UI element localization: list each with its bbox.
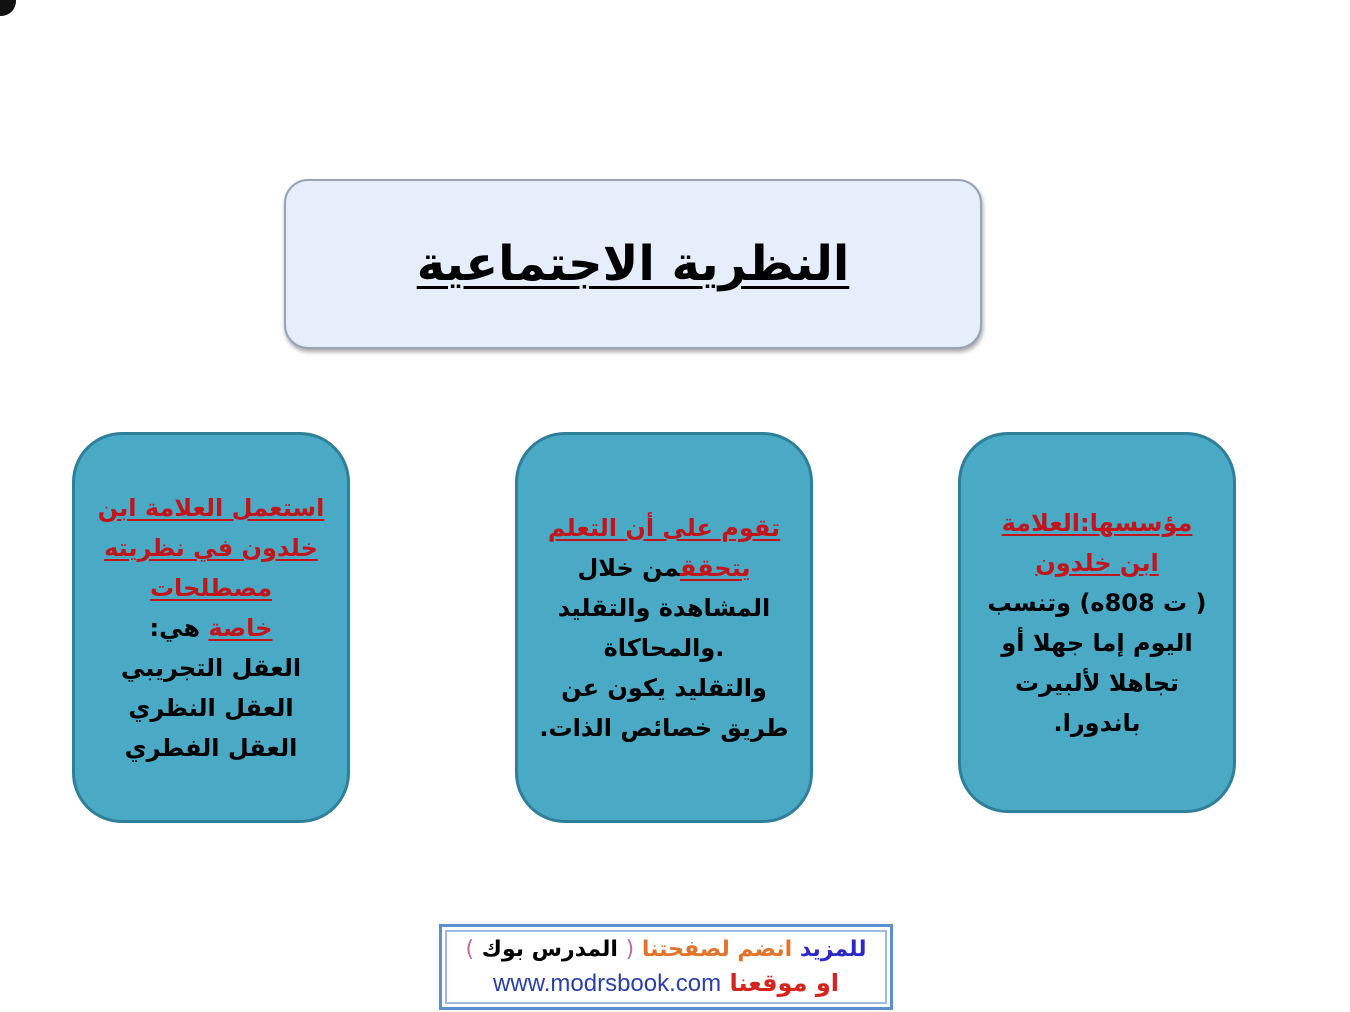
card-principle-line-1: تقوم على أن التعلم (547, 513, 781, 542)
card-terms (72, 432, 350, 823)
card-terms-line-2: خلدون في نظريته (104, 533, 318, 562)
title-box (284, 179, 982, 349)
card-terms-line-6: العقل النظري (128, 693, 294, 722)
footer-paren-open: ( (625, 936, 635, 962)
footer-row-2 (493, 966, 839, 1001)
card-terms-line-3: مصطلحات (149, 573, 273, 602)
card-principle (515, 432, 813, 823)
footer-join: انضم لصفحتنا (641, 936, 793, 962)
card-principle-line-6: طريق خصائص الذات. (539, 713, 789, 742)
card-principle-line-2 (539, 548, 788, 588)
card-terms-line-4-rest: هي: (149, 613, 201, 642)
card-founder-line-6: باندورا. (1053, 708, 1141, 737)
card-principle-line-5: والتقليد يكون عن (561, 673, 767, 702)
card-terms-red-word: خاصة (208, 613, 273, 642)
card-founder-line-1: مؤسسها:العلامة (1001, 508, 1193, 537)
card-terms-line-5: العقل التجريبي (120, 653, 302, 682)
title-text: النظرية الاجتماعية (416, 236, 850, 292)
card-principle-line-3: المشاهدة والتقليد (557, 593, 771, 622)
card-principle-line-2-rest: من خلال (577, 553, 680, 582)
card-founder (958, 432, 1236, 813)
corner-mark (0, 0, 16, 16)
card-terms-line-4 (98, 608, 325, 648)
card-founder-line-5: تجاهلا لألبيرت (1014, 668, 1180, 697)
card-founder-line-2: ابن خلدون (1035, 548, 1159, 577)
card-principle-red-word: يتحقق (679, 553, 751, 582)
card-principle-line-4: .والمحاكاة (603, 633, 725, 662)
card-terms-line-7: العقل الفطري (124, 733, 298, 762)
footer-row-1 (466, 934, 867, 966)
footer-url-link[interactable]: www.modrsbook.com (493, 969, 722, 997)
footer-banner[interactable] (439, 924, 893, 1010)
footer-paren-close: ) (465, 936, 475, 962)
card-founder-line-3: ( ت 808ه) وتنسب (987, 588, 1207, 617)
card-founder-line-4: اليوم إما جهلا أو (1001, 628, 1193, 657)
footer-more: للمزيد (799, 936, 867, 962)
footer-page-name[interactable]: المدرس بوك (481, 936, 618, 962)
footer-or-site: او موقعنا (729, 968, 839, 997)
card-terms-line-1: استعمل العلامة ابن (97, 493, 325, 522)
